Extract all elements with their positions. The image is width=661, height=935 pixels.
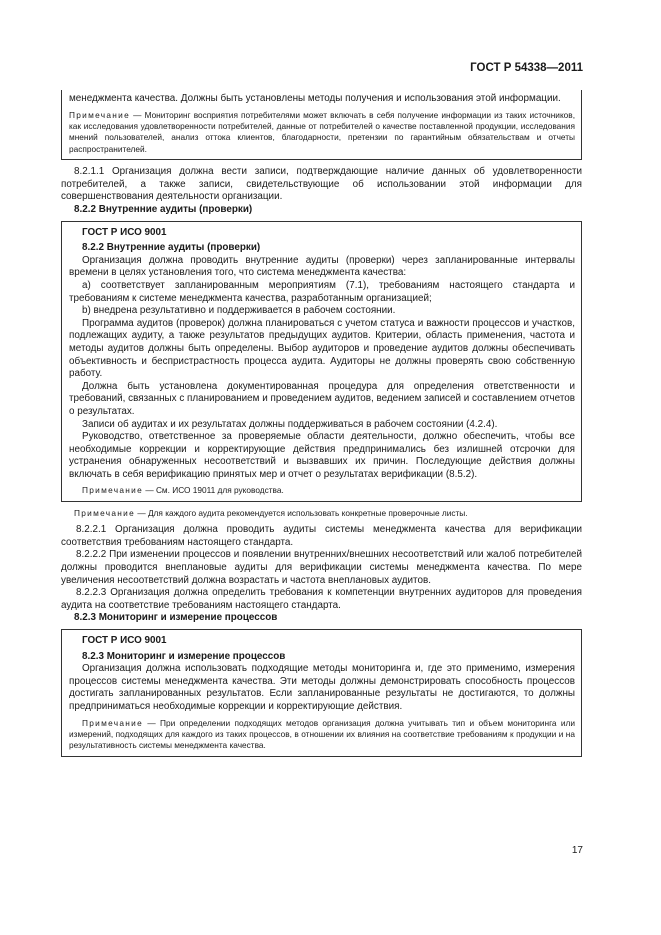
standard-excerpt-box xyxy=(61,90,582,160)
clause-heading-8-2-2: 8.2.2 Внутренние аудиты (проверки) xyxy=(74,204,253,215)
note-label: Примечание xyxy=(74,507,136,518)
box-heading: 8.2.2 Внутренние аудиты (проверки) xyxy=(82,242,261,254)
clause-8-2-2-1: 8.2.2.1 Организация должна проводить аудиты системы менеджмента качества для верификации соответствия требованиям настоящего стандарта. xyxy=(61,524,582,548)
note-text: — Для каждого аудита рекомендуется использовать конкретные проверочные листы. xyxy=(135,507,468,518)
paragraph: Должна быть установлена документированная процедура для определения ответственности и требований, связанных с планированием и проведением аудитов, ведением записей и составлением отчетов о результатах. xyxy=(69,380,575,417)
note-label: Примечание xyxy=(69,109,131,120)
page-content xyxy=(61,90,582,763)
note-label: Примечание xyxy=(82,485,144,496)
box-title: ГОСТ Р ИСО 9001 xyxy=(82,635,167,647)
paragraph: менеджмента качества. Должны быть установлены методы получения и использования этой информации. xyxy=(69,93,561,104)
list-item-b: b) внедрена результативно и поддерживается в рабочем состоянии. xyxy=(82,305,396,317)
paragraph: Организация должна проводить внутренние аудиты (проверки) через запланированные интервалы времени в целях установления того, что система менеджмента качества: xyxy=(69,254,575,279)
gost-iso-9001-box xyxy=(61,629,582,757)
note xyxy=(61,508,582,519)
page-number: 17 xyxy=(571,845,583,856)
note-label: Примечание xyxy=(82,717,144,728)
list-item-a: a) соответствует запланированным мероприятиям (7.1), требованиям настоящего стандарта и требованиям к системе менеджмента качества, разработанным организацией; xyxy=(69,279,575,304)
note-text: — Мониторинг восприятия потребителями может включать в себя получение информации из таких источников, как исследования удовлетворенности потребителей, данные от потребителей о качестве поставленной продукции, исследования мнений пользователей, анализ оттока клиентов, благодарности, претензии по гарантийным обязательствам и отчеты распространителей. xyxy=(69,109,575,154)
note-text: — При определении подходящих методов организация должна учитывать тип и объем мониторинга или измерений, подходящих для каждого из таких процессов, в отношении их влияния на соответствие требованиям к продукции и на результативность системы менеджмента качества. xyxy=(69,717,575,751)
paragraph: Организация должна использовать подходящие методы мониторинга и, где это применимо, измерения процессов системы менеджмента качества. Эти методы должны демонстрировать способность процессов достигать запланированных результатов. Если запланированные результаты не достигаются, то должны предприниматься необходимые коррекции и корректирующие действия. xyxy=(69,663,575,712)
clause-8-2-2-2: 8.2.2.2 При изменении процессов и появлении внутренних/внешних несоответствий или жалоб потребителей должны проводится внеплановые аудиты для верификации системы менеджмента качества. По мере увеличения несоответствий должна возрастать и частота внеплановых аудитов. xyxy=(61,549,582,586)
gost-iso-9001-box xyxy=(61,221,582,502)
clause-8-2-2-3: 8.2.2.3 Организация должна определить требования к компетенции внутренних аудиторов для проведения аудита на соответствие требованиям настоящего стандарта. xyxy=(61,587,582,611)
paragraph: Руководство, ответственное за проверяемые области деятельности, должно обеспечить, чтобы все необходимые коррекции и корректирующие действия предпринимались без излишней отсрочки для устранения обнаруженных несоответствий и вызвавших их причин. Последующие действия должны включать в себя верификацию принятых мер и отчет о результатах верификации (8.5.2). xyxy=(69,431,575,480)
paragraph: Программа аудитов (проверок) должна планироваться с учетом статуса и важности процессов и участков, подлежащих аудиту, а также результатов предыдущих аудитов. Критерии, область применения, частота и методы аудитов должны быть определены. Выбор аудиторов и проведение аудитов должны обеспечивать объективность и беспристрастность процесса аудита. Аудиторы не должны проверять свою собственную работу. xyxy=(69,317,575,380)
clause-8-2-1-1: 8.2.1.1 Организация должна вести записи, подтверждающие наличие данных об удовлетворенности потребителей, а также записи, свидетельствующие об использовании этой информации для совершенствования деятельности организации. xyxy=(61,166,582,203)
box-heading: 8.2.3 Мониторинг и измерение процессов xyxy=(82,650,286,662)
clause-heading-8-2-3: 8.2.3 Мониторинг и измерение процессов xyxy=(74,612,278,624)
paragraph: Записи об аудитах и их результатах должны поддерживаться в рабочем состоянии (4.2.4). xyxy=(82,418,498,430)
note-text: — См. ИСО 19011 для руководства. xyxy=(143,485,284,496)
note xyxy=(69,718,575,752)
box-title: ГОСТ Р ИСО 9001 xyxy=(82,226,167,238)
note xyxy=(69,485,575,496)
document-number: ГОСТ Р 54338—2011 xyxy=(470,62,583,74)
note xyxy=(69,110,575,156)
